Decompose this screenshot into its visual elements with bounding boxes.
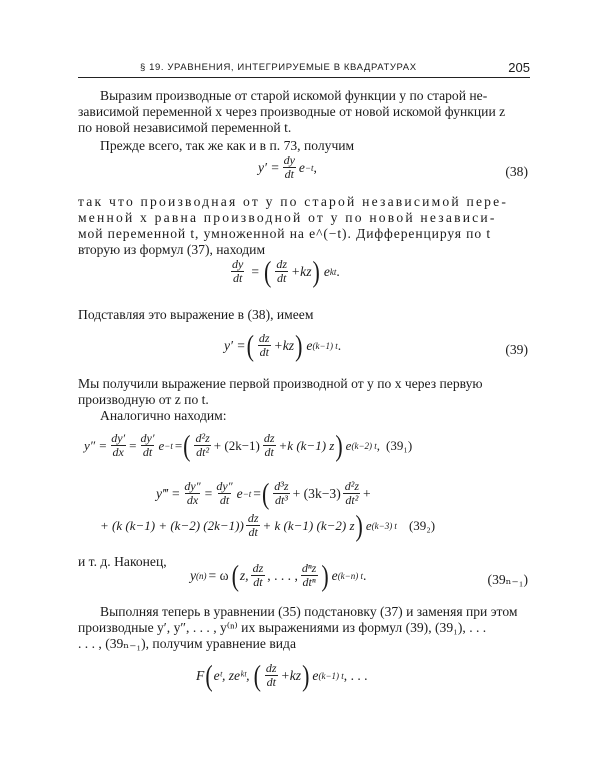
denominator: dt³ (274, 493, 288, 507)
denominator: dt (264, 445, 274, 459)
formula-term: y (190, 567, 197, 583)
numerator: dy″ (184, 479, 201, 493)
denominator: dt (284, 167, 294, 181)
formula-term: y′ = (258, 159, 280, 175)
formula-term: + (3k−3) (292, 485, 341, 501)
formula-term: eᵗ, zeᵏᵗ, (213, 667, 250, 683)
exponent: (k−1) t (312, 340, 338, 351)
numerator: dy″ (216, 479, 233, 493)
denominator: dx (112, 445, 124, 459)
denominator: dtⁿ (302, 575, 316, 589)
paren-close: ) (312, 253, 320, 288)
equation-38 (258, 154, 317, 181)
numerator: dz (265, 661, 277, 675)
denominator: dt (276, 271, 287, 285)
formula-term: e (331, 567, 338, 583)
formula-term: + (k (k−1) + (k−2) (2k−1)) (100, 517, 244, 533)
paragraph-5 (78, 376, 530, 408)
denominator: dt² (345, 493, 359, 507)
numerator: dz (252, 561, 264, 575)
exponent: (n) (196, 570, 207, 581)
formula-term: . (337, 337, 342, 353)
formula-term: F (196, 667, 205, 683)
formula-term: = (251, 263, 259, 279)
equation-39-2-line-1 (156, 475, 371, 510)
formula-term: +k (k−1) z (278, 437, 335, 453)
formula-term: , . . . (343, 667, 368, 683)
paren-open: ( (253, 657, 261, 692)
paren-close: ) (355, 507, 363, 542)
formula-term: , (313, 159, 317, 175)
denominator: dt² (196, 445, 210, 459)
paren-open: ( (231, 557, 239, 592)
numerator: dy′ (140, 431, 155, 445)
formula-term: e (365, 517, 372, 533)
formula-term: = (204, 485, 213, 501)
paragraph-7: и т. д. Наконец, (78, 554, 167, 569)
formula-term: + (363, 485, 371, 501)
fraction (214, 480, 234, 507)
fraction (300, 562, 318, 589)
equation-number: (38) (505, 164, 528, 179)
numerator: dⁿz (301, 561, 317, 575)
exponent: (k−n) t (337, 570, 363, 581)
fraction (274, 258, 289, 285)
formula-term: z, (239, 567, 249, 583)
fraction (182, 480, 202, 507)
fraction (272, 480, 290, 507)
fraction (230, 258, 245, 285)
formula-term: e (298, 159, 305, 175)
formula-term: +kz (291, 263, 312, 279)
equation-number: (39ₙ₋₁) (487, 572, 528, 587)
exponent: (k−2) t (351, 440, 377, 451)
denominator: dt (259, 345, 269, 359)
fraction (282, 154, 297, 181)
paren-open: ( (205, 657, 213, 692)
paragraph-8 (78, 604, 530, 652)
exponent: kt (329, 266, 337, 277)
formula-term: , (376, 437, 381, 453)
fraction (264, 662, 279, 689)
header-rule (78, 77, 530, 78)
fraction (343, 480, 361, 507)
text-line: Мы получили выражение первой производной от y по x через первую (78, 376, 483, 391)
paren-open: ( (264, 253, 272, 288)
formula-term: e (312, 667, 319, 683)
equation-39-2-line-2 (100, 507, 436, 542)
denominator: dt (248, 525, 258, 539)
paren-close: ) (335, 427, 343, 462)
paragraph-2: Прежде всего, так же как и в п. 73, получим (100, 138, 355, 153)
paren-open: ( (246, 327, 254, 362)
exponent: −t (164, 440, 173, 451)
paren-open: ( (261, 475, 270, 510)
numerator: d²z (344, 479, 360, 493)
equation-dy-dt (228, 253, 340, 288)
denominator: dt (219, 493, 230, 507)
equation-39 (224, 327, 342, 362)
page-number: 205 (508, 60, 530, 75)
equation-final (196, 657, 368, 692)
formula-term: . (336, 263, 340, 279)
text-line: зависимой переменной x через производные от новой искомой функции z (78, 104, 506, 119)
equation-39-n-1 (190, 557, 367, 592)
fraction (246, 512, 261, 539)
formula-term: y‴ = (156, 485, 181, 501)
running-header (78, 60, 530, 78)
equation-number: (39₁) (386, 437, 413, 453)
section-title: § 19. УРАВНЕНИЯ, ИНТЕГРИРУЕМЫЕ В КВАДРАТУРАХ (140, 62, 417, 73)
text-line: вторую из формул (37), находим (78, 242, 266, 257)
text-line: так что производная от y по старой независимой пере- (78, 194, 509, 209)
numerator: dy (283, 153, 295, 167)
text-line: Выразим производные от старой искомой функции y по старой не- (100, 88, 488, 103)
denominator: dt (142, 445, 153, 459)
numerator: dz (247, 511, 259, 525)
formula-term: + (2k−1) (213, 437, 260, 453)
formula-term: e (345, 437, 352, 453)
formula-term: e (236, 485, 243, 501)
formula-term: , . . . , (267, 567, 298, 583)
text-line: производную от z по t. (78, 392, 209, 407)
equation-number: (39₂) (408, 517, 436, 533)
denominator: dx (186, 493, 199, 507)
fraction (251, 562, 266, 589)
fraction (262, 432, 277, 459)
text-line: . . . , (39ₙ₋₁), получим уравнение вида (78, 636, 296, 651)
paren-open: ( (183, 427, 191, 462)
numerator: d³z (274, 479, 289, 493)
denominator: dt (232, 271, 243, 285)
paragraph-4: Подставляя это выражение в (38), имеем (78, 307, 314, 322)
text-line: менной x равна производной от y по новой независи- (78, 210, 497, 225)
equation-39-1 (84, 427, 413, 462)
formula-term: e (158, 437, 165, 453)
numerator: dy (232, 257, 244, 271)
exponent: −t (242, 488, 252, 499)
formula-term: . (363, 567, 367, 583)
formula-term: y′ = (224, 337, 246, 353)
exponent: (k−1) t (318, 670, 344, 681)
text-line: Выполняя теперь в уравнении (35) подстановку (37) и заменяя при этом (100, 604, 518, 619)
fraction (257, 332, 272, 359)
paren-close: ) (295, 327, 303, 362)
text-line: производные y′, y″, . . . , y⁽ⁿ⁾ их выражениями из формул (39), (39₁), . . . (78, 620, 487, 635)
formula-term: + k (k−1) (k−2) z (262, 517, 355, 533)
formula-term: e (323, 263, 330, 279)
paren-close: ) (302, 657, 310, 692)
text-line: мой переменной t, умноженной на e^(−t). Дифференцируя по t (78, 226, 492, 241)
formula-term: +kz (280, 667, 302, 683)
numerator: dz (263, 431, 275, 445)
fraction (139, 432, 157, 459)
formula-term: = (174, 437, 183, 453)
numerator: dy′ (111, 431, 126, 445)
paragraph-6: Аналогично находим: (100, 408, 227, 423)
numerator: dz (258, 331, 270, 345)
formula-term: e (306, 337, 313, 353)
equation-number: (39) (505, 342, 528, 357)
numerator: d²z (195, 431, 210, 445)
paragraph-3 (78, 194, 530, 258)
paragraph-1 (78, 88, 530, 136)
formula-term: = ω (208, 567, 229, 583)
formula-term: = (129, 437, 137, 453)
fraction (109, 432, 127, 459)
denominator: dt (266, 675, 276, 689)
formula-term: +kz (273, 337, 295, 353)
text-line: по новой независимой переменной t. (78, 120, 292, 135)
formula-term: = (253, 485, 261, 501)
exponent: −t (304, 162, 314, 173)
numerator: dz (276, 257, 287, 271)
paren-close: ) (321, 557, 329, 592)
denominator: dt (253, 575, 263, 589)
exponent: (k−3) t (371, 520, 397, 531)
formula-term: y″ = (84, 437, 108, 453)
fraction (194, 432, 212, 459)
